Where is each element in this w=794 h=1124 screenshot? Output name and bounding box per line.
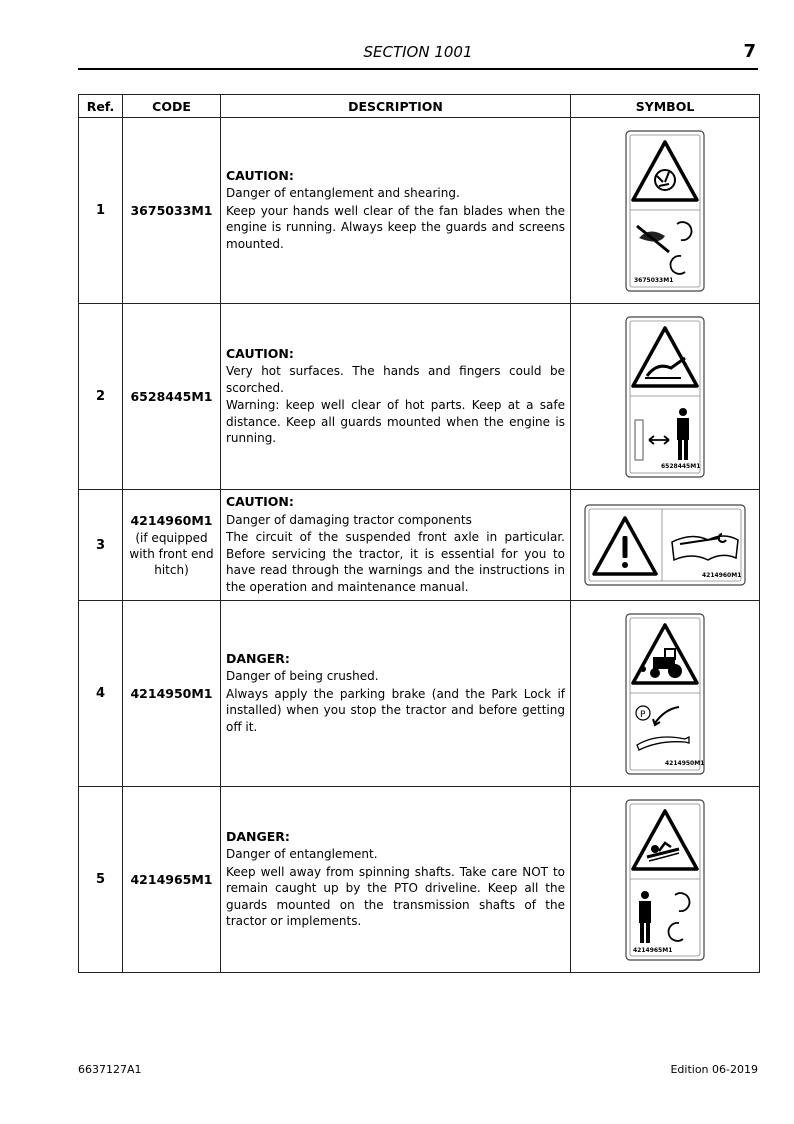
pto-entanglement-decal-icon [625,799,705,961]
row-description [221,787,571,973]
row-ref: 2 [79,304,123,490]
front-axle-warning-decal-icon [584,504,746,586]
fan-entanglement-decal-icon [625,130,705,292]
row-code [123,601,221,787]
table-row [79,118,760,304]
row-code [123,118,221,304]
desc-heading: DANGER: [226,650,290,666]
decal-code-label: 3675033M1 [634,276,674,284]
table-row [79,601,760,787]
desc-heading: CAUTION: [226,494,294,509]
edition-label: Edition 06-2019 [670,1063,758,1076]
row-symbol [571,304,760,490]
col-header-description: DESCRIPTION [221,95,571,118]
table-header-row [79,95,760,118]
row-description [221,601,571,787]
row-symbol [571,601,760,787]
row-code [123,490,221,601]
safety-decal-table [78,94,760,973]
code-value: 3675033M1 [130,203,213,218]
decal-code-label: 6528445M1 [661,462,701,470]
desc-line: Keep your hands well clear of the fan blades when the engine is running. Always keep the guards and screens mounted. [226,203,565,251]
document-number: 6637127A1 [78,1063,142,1076]
row-ref: 3 [79,490,123,601]
decal-code-label: 4214950M1 [665,759,705,767]
desc-line: Danger of entanglement and shearing. [226,186,460,201]
decal-code-label: 4214965M1 [633,946,673,954]
desc-line: Danger of entanglement. [226,847,378,861]
svg-text:P: P [640,709,646,720]
code-value: 4214960M1 [130,512,213,528]
table-row [79,490,760,601]
decal-code-label: 4214960M1 [702,572,742,579]
row-code [123,304,221,490]
code-value: 4214950M1 [130,686,213,701]
col-header-symbol: SYMBOL [571,95,760,118]
desc-line: Keep well away from spinning shafts. Take care NOT to remain caught up by the PTO driveline. Keep all the guards mounted on the transmission shafts of the tractor or implements. [226,864,565,928]
row-ref: 5 [79,787,123,973]
desc-heading: CAUTION: [226,345,294,361]
code-value: 6528445M1 [130,389,213,404]
row-ref: 4 [79,601,123,787]
desc-line: Danger of being crushed. [226,669,379,684]
row-code [123,787,221,973]
desc-heading: DANGER: [226,828,290,844]
row-symbol [571,118,760,304]
row-description [221,490,571,601]
col-header-code: CODE [123,95,221,118]
desc-line: Danger of damaging tractor components [226,512,472,527]
code-note: (if equipped with front end hitch) [129,530,214,577]
row-symbol [571,787,760,973]
code-value: 4214965M1 [130,872,213,887]
desc-heading: CAUTION: [226,167,294,183]
desc-line: The circuit of the suspended front axle in particular. Before servicing the tractor, it is essential for you to have read through the warnings and the instructions in the operation and maintenance manual. [226,530,565,594]
page-header [78,40,758,70]
table-row [79,304,760,490]
table-row [79,787,760,973]
row-symbol [571,490,760,601]
row-description [221,304,571,490]
page-number: 7 [743,41,756,62]
col-header-ref: Ref. [79,95,123,118]
desc-line: Very hot surfaces. The hands and fingers could be scorched. [226,364,565,395]
desc-line: Warning: keep well clear of hot parts. Keep at a safe distance. Keep all guards mounted when the engine is running. [226,398,565,445]
section-title: SECTION 1001 [363,43,473,61]
row-description [221,118,571,304]
desc-line: Always apply the parking brake (and the Park Lock if installed) when you stop the tractor and before getting off it. [226,686,565,734]
crush-hazard-decal-icon [625,613,705,775]
row-ref: 1 [79,118,123,304]
hot-surface-decal-icon [625,316,705,478]
